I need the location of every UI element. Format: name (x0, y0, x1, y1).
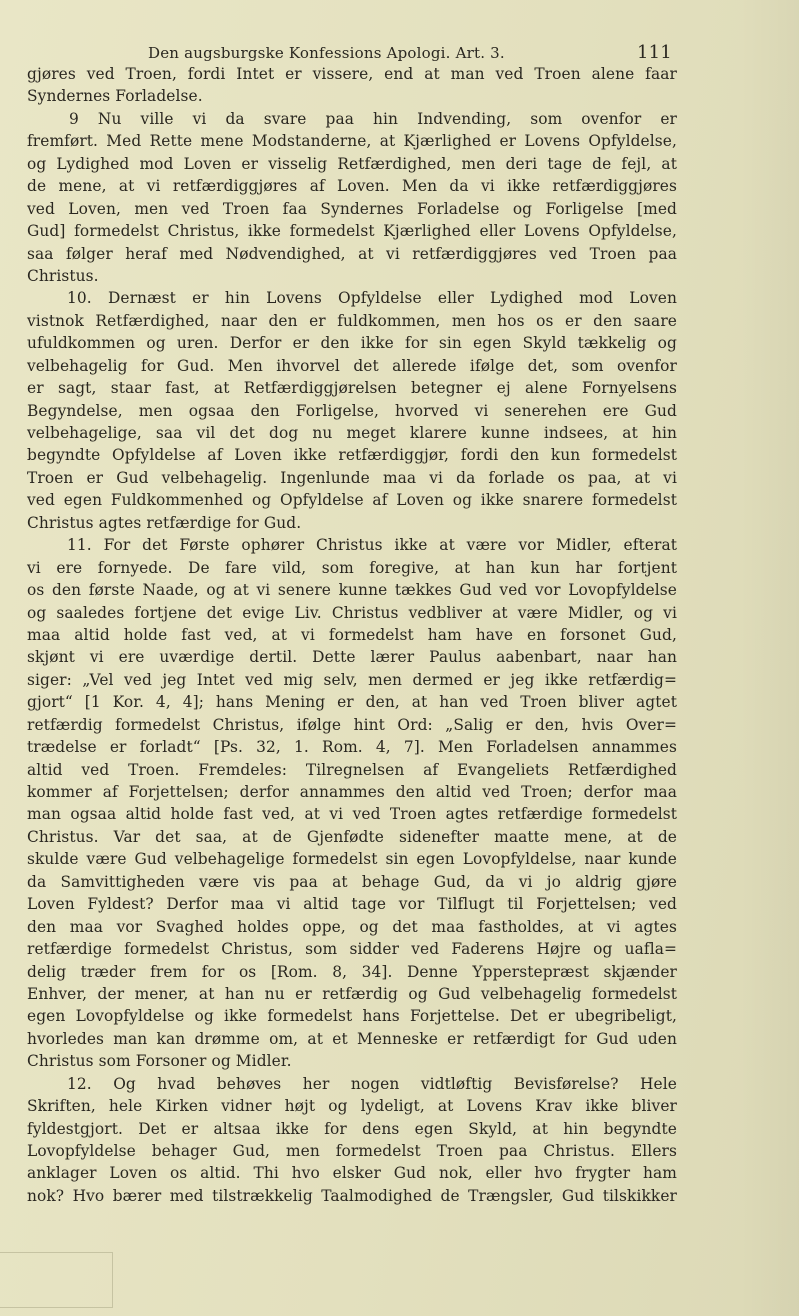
text-line: skjønt vi ere uværdige dertil. Dette lærer Paulus aabenbart, naar han (27, 648, 677, 667)
text-line: gjort“ [1 Kor. 4, 4]; hans Mening er den, at han ved Troen bliver agtet (27, 693, 677, 712)
text-line: og saaledes fortjene det evige Liv. Christus vedbliver at være Midler, og vi (27, 603, 677, 622)
text-line: Begyndelse, men ogsaa den Forligelse, hvorved vi senerehen ere Gud (27, 401, 677, 420)
text-line: skulde være Gud velbehagelige formedelst sin egen Lovopfyldelse, naar kunde (27, 850, 677, 869)
text-line: man ogsaa altid holde fast ved, at vi ved Troen agtes retfærdige formedelst (27, 805, 677, 824)
text-line: vi ere fornyede. De fare vild, som foregive, at han kun har fortjent (27, 558, 677, 577)
text-line: saa følger heraf med Nødvendighed, at vi retfærdiggjøres ved Troen paa (27, 244, 677, 263)
paragraph-12-start: 12. Og hvad behøves her nogen vidtløftig Bevisførelse? Hele (67, 1074, 677, 1093)
text-line: er sagt, staar fast, at Retfærdiggjørelsen betegner ej alene Fornyelsens (27, 379, 677, 398)
page-edge-shadow (739, 0, 799, 1316)
text-line: Troen er Gud velbehagelig. Ingenlunde maa vi da forlade os paa, at vi (27, 468, 677, 487)
text-line: Christus som Forsoner og Midler. (27, 1052, 292, 1071)
text-line: den maa vor Svaghed holdes oppe, og det maa fastholdes, at vi agtes (27, 917, 677, 936)
text-line: Loven Fyldest? Derfor maa vi altid tage vor Tilflugt til Forjettelsen; ved (27, 895, 677, 914)
text-line: gjøres ved Troen, fordi Intet er vissere, end at man ved Troen alene faar (27, 65, 677, 83)
text-line: altid ved Troen. Fremdeles: Tilregnelsen af Evangeliets Retfærdighed (27, 760, 677, 779)
body-text (27, 63, 677, 1207)
text-line: siger: „Vel ved jeg Intet ved mig selv, men dermed er jeg ikke retfærdig= (27, 670, 677, 689)
text-line: ufuldkommen og uren. Derfor er den ikke for sin egen Skyld tækkelig og (27, 334, 677, 353)
text-line: ved Loven, men ved Troen faa Syndernes Forladelse og Forligelse [med (27, 199, 677, 218)
text-line: maa altid holde fast ved, at vi formedelst ham have en forsonet Gud, (27, 625, 677, 644)
text-line: vistnok Retfærdighed, naar den er fuldkommen, men hos os er den saare (27, 311, 677, 330)
text-line: kommer af Forjettelsen; derfor annammes den altid ved Troen; derfor maa (27, 783, 677, 801)
text-line: delig træder frem for os [Rom. 8, 34]. Denne Ypperstepræst skjænder (27, 962, 677, 981)
text-line: fyldestgjort. Det er altsaa ikke for dens egen Skyld, at hin begyndte (27, 1119, 677, 1138)
running-title: Den augsburgske Konfessions Apologi. Art. 3. (148, 44, 505, 62)
text-line: Christus agtes retfærdige for Gud. (27, 513, 302, 532)
text-line: os den første Naade, og at vi senere kunne tækkes Gud ved vor Lovopfyldelse (27, 581, 677, 600)
paragraph-11-start: 11. For det Første ophører Christus ikke at være vor Midler, efterat (67, 536, 677, 555)
text-line: velbehagelige, saa vil det dog nu meget klarere kunne indsees, at hin (27, 424, 677, 442)
text-line: og Lydighed mod Loven er visselig Retfærdighed, men deri tage de fejl, at (27, 154, 677, 173)
text-line: Gud] formedelst Christus, ikke formedelst Kjærlighed eller Lovens Opfyldelse, (27, 222, 677, 241)
text-line: retfærdige formedelst Christus, som sidder ved Faderens Højre og uafla= (27, 940, 677, 959)
text-line: velbehagelig for Gud. Men ihvorvel det allerede ifølge det, som ovenfor (27, 356, 677, 375)
text-line: Christus. (27, 266, 99, 285)
text-line: fremført. Med Rette mene Modstanderne, at Kjærlighed er Lovens Opfyldelse, (27, 132, 677, 151)
text-line: Skriften, hele Kirken vidner højt og lydeligt, at Lovens Krav ikke bliver (27, 1097, 677, 1116)
text-line: retfærdig formedelst Christus, ifølge hint Ord: „Salig er den, hvis Over= (27, 715, 677, 734)
text-line: hvorledes man kan drømme om, at et Menneske er retfærdigt for Gud uden (27, 1029, 677, 1048)
text-line: nok? Hvo bærer med tilstrækkelig Taalmodighed de Trængsler, Gud tilskikker (27, 1186, 677, 1205)
text-line: de mene, at vi retfærdiggjøres af Loven. Men da vi ikke retfærdiggjøres (27, 177, 677, 196)
text-line: begyndte Opfyldelse af Loven ikke retfærdiggjør, fordi den kun formedelst (27, 446, 677, 465)
paragraph-9-start: 9 Nu ville vi da svare paa hin Indvending, som ovenfor er (69, 109, 677, 128)
text-line: ved egen Fuldkommenhed og Opfyldelse af Loven og ikke snarere formedelst (27, 491, 677, 510)
text-line: Enhver, der mener, at han nu er retfærdig og Gud velbehagelig formedelst (27, 984, 677, 1003)
text-line: Lovopfyldelse behager Gud, men formedelst Troen paa Christus. Ellers (27, 1142, 677, 1160)
text-line: trædelse er forladt“ [Ps. 32, 1. Rom. 4, 7]. Men Forladelsen annammes (27, 738, 677, 757)
page-number: 111 (637, 42, 672, 63)
text-line: da Samvittigheden være vis paa at behage Gud, da vi jo aldrig gjøre (27, 872, 677, 891)
text-line: Christus. Var det saa, at de Gjenfødte sidenefter maatte mene, at de (27, 827, 677, 846)
text-line: Syndernes Forladelse. (27, 87, 203, 106)
text-line: anklager Loven os altid. Thi hvo elsker Gud nok, eller hvo frygter ham (27, 1164, 677, 1183)
text-line: egen Lovopfyldelse og ikke formedelst hans Forjettelse. Det er ubegribeligt, (27, 1007, 677, 1026)
library-stamp-outline (0, 1252, 113, 1308)
paragraph-10-start: 10. Dernæst er hin Lovens Opfyldelse eller Lydighed mod Loven (67, 289, 677, 308)
